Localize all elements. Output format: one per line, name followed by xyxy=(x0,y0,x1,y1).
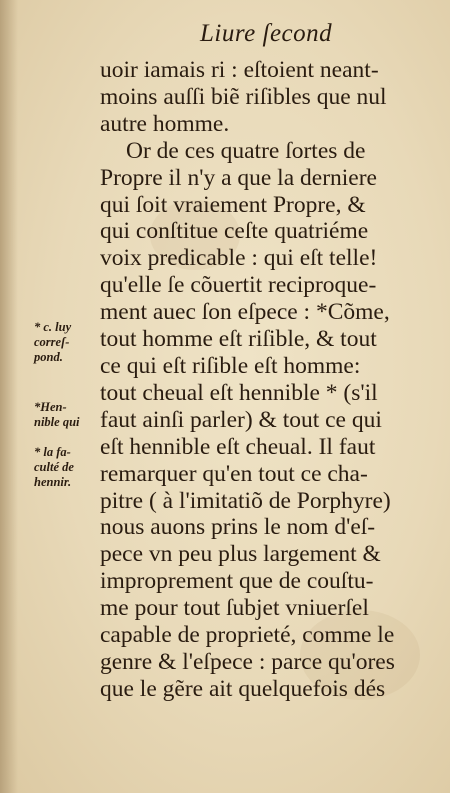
text-line: voix predicable : qui eſt telle! xyxy=(100,245,378,272)
text-line: tout homme eſt riſible, & tout xyxy=(100,326,377,353)
text-line: qu'elle ſe cõuertit reciproque- xyxy=(100,272,377,299)
text-line: moins auſſi biẽ riſibles que nul xyxy=(100,83,387,110)
text-line: pitre ( à l'imitatiõ de Porphyre) xyxy=(100,487,391,514)
text-line: pece vn peu plus largement & xyxy=(100,541,381,568)
text-line: ment auec ſon eſpece : *Cõme, xyxy=(100,299,390,326)
text-line: autre homme. xyxy=(100,110,230,137)
text-line: eſt hennible eſt cheual. Il faut xyxy=(100,433,376,460)
text-line: nous auons prins le nom d'eſ- xyxy=(100,514,376,541)
text-line: Propre il n'y a que la derniere xyxy=(100,164,377,191)
text-line: improprement que de couſtu- xyxy=(100,568,374,595)
text-line: qui ſoit vraiement Propre, & xyxy=(100,191,366,218)
margin-note: * c. luy correſ- pond. xyxy=(34,320,72,364)
running-head: Liure ſecond xyxy=(200,20,333,47)
text-line: me pour tout ſubjet vniuerſel xyxy=(100,595,369,622)
text-line: uoir iamais ri : eſtoient neant- xyxy=(100,57,379,83)
body-text xyxy=(100,57,420,703)
text-line: capable de proprieté, comme le xyxy=(100,622,395,649)
text-line: genre & l'eſpece : parce qu'ores xyxy=(100,648,395,675)
text-line: que le gẽre ait quelquefois dés xyxy=(100,675,386,702)
text-line: ce qui eſt riſible eſt homme: xyxy=(100,352,361,379)
margin-note: * la fa- culté de hennir. xyxy=(34,445,74,489)
text-line: faut ainſi parler) & tout ce qui xyxy=(100,406,382,433)
text-line: remarquer qu'en tout ce cha- xyxy=(100,460,368,487)
text-line: tout cheual eſt hennible * (s'il xyxy=(100,379,378,406)
text-line: Or de ces quatre ſortes de xyxy=(126,137,366,164)
text-line: qui conſtitue ceſte quatriéme xyxy=(100,218,369,245)
margin-note: *Hen- nible qui xyxy=(34,400,80,429)
